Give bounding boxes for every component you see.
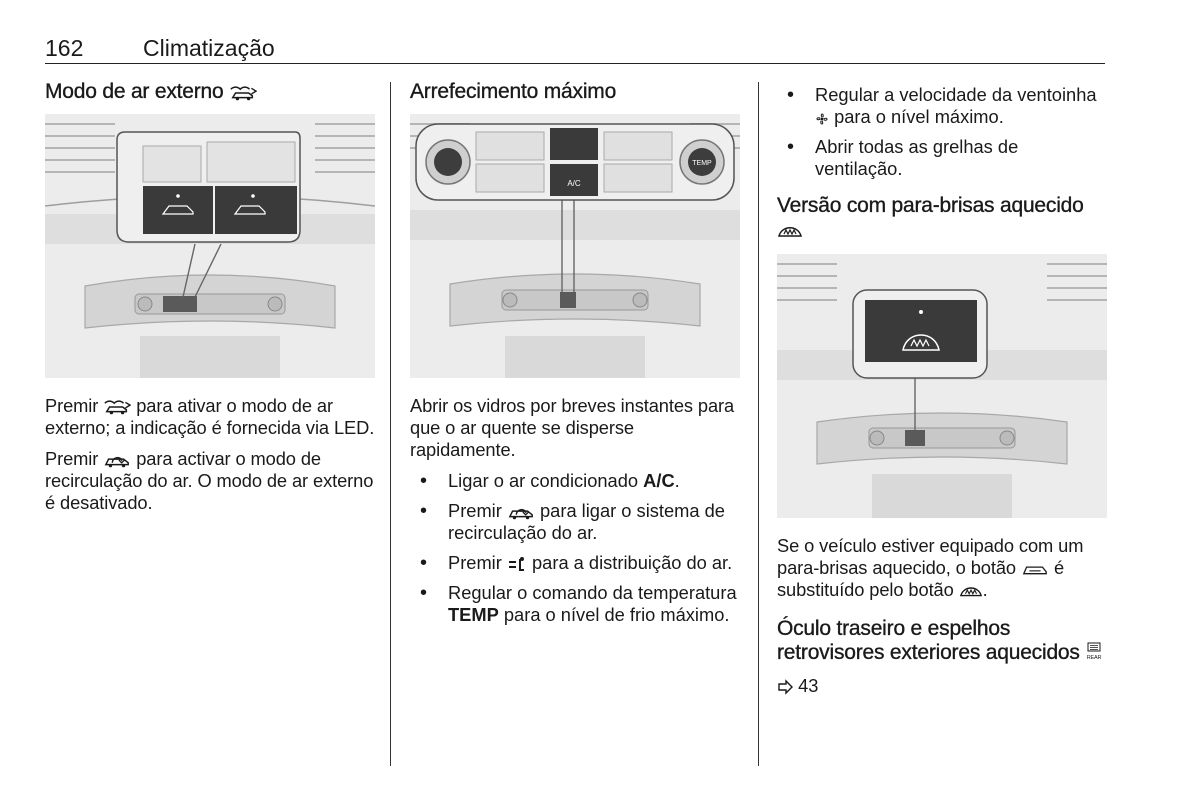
page-reference[interactable]: 43 <box>777 675 1107 697</box>
chapter-title: Climatização <box>143 35 275 61</box>
climate-panel-figure-heated-windshield <box>777 254 1107 518</box>
paragraph-external-air: Premir para ativar o modo de ar externo; a indicação é fornecida via LED. <box>45 395 375 438</box>
column-divider <box>758 82 759 766</box>
paragraph-heated-windshield: Se o veículo estiver equipado com um para-brisas aquecido, o botão é substituído pelo botão . <box>777 535 1084 600</box>
climate-panel-figure-max-cooling <box>410 114 740 378</box>
list-item: • Regular o comando da temperatura TEMP para o nível de frio máximo. <box>410 582 740 626</box>
recirculation-icon <box>103 452 131 468</box>
heated-windshield-icon <box>959 583 983 599</box>
external-air-icon <box>229 85 257 101</box>
external-air-icon <box>103 399 131 415</box>
list-item: • Premir para a distribuição do ar. <box>410 552 740 574</box>
panel-temp-label: TEMP <box>692 160 712 167</box>
column-heated-windshield <box>777 84 1107 697</box>
arrow-reference-icon <box>777 679 793 695</box>
outline-car-icon <box>1021 561 1049 577</box>
panel-ac-label: A/C <box>567 179 581 188</box>
page-number: 162 <box>45 35 84 61</box>
rear-window-heating-icon <box>1085 642 1103 662</box>
fan-icon <box>815 112 829 126</box>
list-item: • Premir para ligar o sistema de recirculação do ar. <box>410 500 740 544</box>
climate-panel-figure-external-air <box>45 114 375 378</box>
page-header <box>45 33 1105 64</box>
svg-text:REAR: REAR <box>1087 655 1102 661</box>
list-item: • Abrir todas as grelhas de ventilação. <box>777 136 1107 180</box>
section-title: Modo de ar externo <box>45 80 375 104</box>
air-distribution-icon <box>507 556 527 572</box>
list-item: • Ligar o ar condicionado A/C. <box>410 470 740 492</box>
column-divider <box>390 82 391 766</box>
paragraph-open-windows: Abrir os vidros por breves instantes para que o ar quente se disperse rapidamente. <box>410 395 735 460</box>
steps-list <box>410 470 740 626</box>
heated-windshield-icon <box>777 223 803 239</box>
column-external-air <box>45 80 375 523</box>
section-title: Óculo traseiro e espelhos retrovisores exteriores aquecidos REAR <box>777 617 1102 664</box>
list-item: • Regular a velocidade da ventoinha para o nível máximo. <box>777 84 1107 128</box>
column-max-cooling <box>410 80 740 634</box>
paragraph-recirculation: Premir para activar o modo de recirculação do ar. O modo de ar externo é desativado. <box>45 448 374 513</box>
section-title: Arrefecimento máximo <box>410 80 617 103</box>
steps-list-continued <box>777 84 1107 180</box>
recirculation-icon <box>507 504 535 520</box>
section-title: Versão com para-brisas aquecido <box>777 194 1107 242</box>
